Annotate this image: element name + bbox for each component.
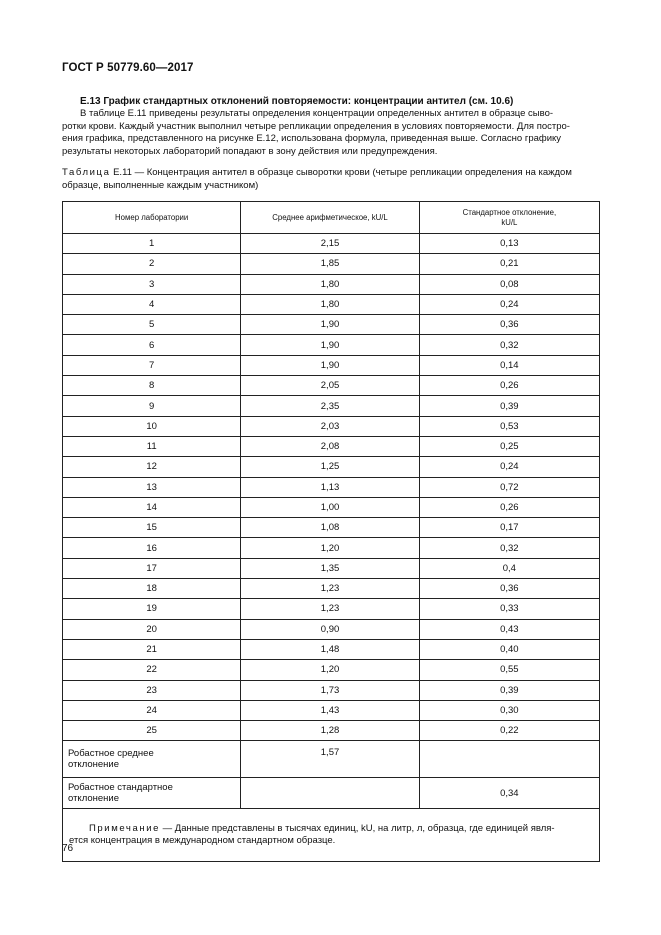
cell-lab: 4 [63, 294, 241, 314]
cell-lab: 9 [63, 396, 241, 416]
table-row [63, 619, 600, 639]
table-row [63, 700, 600, 720]
header-sd [419, 202, 599, 234]
robust-mean-label [63, 741, 241, 778]
robust-mean-value: 1,57 [241, 741, 419, 778]
intro-line: В таблице Е.11 приведены результаты определения концентрации определенных антител в образце сыво- [80, 108, 554, 119]
cell-lab: 24 [63, 700, 241, 720]
cell-mean: 2,05 [241, 376, 419, 396]
cell-sd: 0,13 [419, 234, 599, 254]
cell-mean: 0,90 [241, 619, 419, 639]
table-body [63, 234, 600, 862]
table-row [63, 457, 600, 477]
table-row [63, 558, 600, 578]
results-table [62, 201, 600, 862]
note-line-1 [69, 823, 593, 836]
note-cell [63, 809, 600, 862]
cell-mean: 2,15 [241, 234, 419, 254]
robust-sd-empty [241, 778, 419, 809]
cell-lab: 19 [63, 599, 241, 619]
table-row [63, 721, 600, 741]
cell-sd: 0,25 [419, 436, 599, 456]
cell-lab: 7 [63, 355, 241, 375]
cell-sd: 0,14 [419, 355, 599, 375]
cell-mean: 1,90 [241, 315, 419, 335]
cell-sd: 0,36 [419, 579, 599, 599]
cell-sd: 0,40 [419, 639, 599, 659]
table-row [63, 396, 600, 416]
cell-mean: 1,00 [241, 497, 419, 517]
cell-mean: 1,35 [241, 558, 419, 578]
cell-sd: 0,26 [419, 376, 599, 396]
cell-lab: 2 [63, 254, 241, 274]
section-title: E.13 График стандартных отклонений повторяемости: концентрации антител (см. 10.6) [80, 96, 514, 107]
cell-mean: 2,35 [241, 396, 419, 416]
cell-sd: 0,32 [419, 538, 599, 558]
table-row [63, 376, 600, 396]
cell-mean: 1,73 [241, 680, 419, 700]
robust-sd-label-1: Робастное стандартное [68, 782, 173, 794]
table-row [63, 436, 600, 456]
cell-mean: 1,85 [241, 254, 419, 274]
table-row [63, 234, 600, 254]
table-caption [62, 167, 602, 192]
cell-mean: 1,90 [241, 355, 419, 375]
caption-label: Таблица [62, 167, 111, 178]
cell-sd: 0,17 [419, 518, 599, 538]
note-label: Примечание [89, 822, 160, 834]
table-row [63, 294, 600, 314]
robust-mean-label-1: Робастное среднее [68, 748, 154, 760]
cell-mean: 1,23 [241, 579, 419, 599]
cell-lab: 5 [63, 315, 241, 335]
cell-mean: 1,80 [241, 294, 419, 314]
header-lab: Номер лаборатории [63, 202, 241, 234]
note-row [63, 809, 600, 862]
cell-lab: 23 [63, 680, 241, 700]
cell-lab: 25 [63, 721, 241, 741]
robust-sd-label-2: отклонение [68, 793, 119, 805]
robust-mean-row [63, 741, 600, 778]
intro-line: ения графика, представленного на рисунке Е.12, использована формула, приведенная выше. Согласно графику [62, 133, 562, 145]
page-number: 76 [62, 843, 74, 854]
cell-sd: 0,26 [419, 497, 599, 517]
cell-lab: 10 [63, 416, 241, 436]
document-id: ГОСТ Р 50779.60—2017 [62, 62, 194, 74]
cell-mean: 1,80 [241, 274, 419, 294]
cell-sd: 0,72 [419, 477, 599, 497]
cell-sd: 0,4 [419, 558, 599, 578]
robust-sd-row [63, 778, 600, 809]
cell-lab: 12 [63, 457, 241, 477]
robust-sd-label [63, 778, 241, 809]
caption-text-2: образце, выполненные каждым участником) [62, 179, 259, 191]
cell-sd: 0,24 [419, 457, 599, 477]
table-row [63, 315, 600, 335]
table-row [63, 477, 600, 497]
cell-mean: 1,90 [241, 335, 419, 355]
table-row [63, 599, 600, 619]
table-row [63, 518, 600, 538]
note-text-1: — Данные представлены в тысячах единиц, kU, на литр, л, образца, где единицей явля- [160, 822, 555, 834]
cell-sd: 0,39 [419, 396, 599, 416]
cell-mean: 1,23 [241, 599, 419, 619]
cell-sd: 0,24 [419, 294, 599, 314]
cell-lab: 15 [63, 518, 241, 538]
cell-lab: 21 [63, 639, 241, 659]
cell-sd: 0,21 [419, 254, 599, 274]
robust-mean-empty [419, 741, 599, 778]
cell-lab: 14 [63, 497, 241, 517]
cell-sd: 0,39 [419, 680, 599, 700]
cell-lab: 18 [63, 579, 241, 599]
cell-sd: 0,08 [419, 274, 599, 294]
cell-lab: 16 [63, 538, 241, 558]
cell-mean: 1,20 [241, 538, 419, 558]
table-row [63, 254, 600, 274]
header-sd-line1: Стандартное отклонение, [462, 207, 557, 217]
header-sd-line2: kU/L [501, 217, 518, 227]
cell-sd: 0,55 [419, 660, 599, 680]
table-row [63, 497, 600, 517]
cell-mean: 2,03 [241, 416, 419, 436]
cell-mean: 1,43 [241, 700, 419, 720]
caption-text: — Концентрация антител в образце сыворотки крови (четыре репликации определения на каждом [131, 167, 572, 178]
table-header-row [63, 202, 600, 234]
note-text-2: ется концентрация в международном стандартном образце. [69, 835, 336, 847]
robust-mean-label-2: отклонение [68, 759, 119, 771]
cell-mean: 2,08 [241, 436, 419, 456]
cell-lab: 13 [63, 477, 241, 497]
cell-lab: 3 [63, 274, 241, 294]
cell-lab: 8 [63, 376, 241, 396]
cell-mean: 1,08 [241, 518, 419, 538]
cell-mean: 1,48 [241, 639, 419, 659]
table-row [63, 274, 600, 294]
table-row [63, 355, 600, 375]
robust-sd-value: 0,34 [419, 778, 599, 809]
cell-mean: 1,25 [241, 457, 419, 477]
table-row [63, 335, 600, 355]
table-row [63, 579, 600, 599]
cell-lab: 6 [63, 335, 241, 355]
caption-number: E.11 [113, 167, 132, 178]
cell-sd: 0,36 [419, 315, 599, 335]
cell-lab: 11 [63, 436, 241, 456]
cell-sd: 0,53 [419, 416, 599, 436]
cell-lab: 22 [63, 660, 241, 680]
cell-sd: 0,33 [419, 599, 599, 619]
table-row [63, 538, 600, 558]
table-row [63, 416, 600, 436]
cell-mean: 1,28 [241, 721, 419, 741]
cell-mean: 1,13 [241, 477, 419, 497]
cell-lab: 20 [63, 619, 241, 639]
cell-sd: 0,30 [419, 700, 599, 720]
header-mean: Среднее арифметическое, kU/L [241, 202, 419, 234]
cell-mean: 1,20 [241, 660, 419, 680]
table-row [63, 639, 600, 659]
intro-line: ротки крови. Каждый участник выполнил четыре репликации определения в условиях повторяемости. Для постро- [62, 120, 570, 132]
cell-lab: 1 [63, 234, 241, 254]
cell-sd: 0,43 [419, 619, 599, 639]
intro-paragraph [62, 108, 598, 159]
cell-sd: 0,22 [419, 721, 599, 741]
table-row [63, 680, 600, 700]
table-row [63, 660, 600, 680]
intro-line: результаты некоторых лабораторий попадают в зону действия или предупреждения. [62, 146, 438, 158]
cell-lab: 17 [63, 558, 241, 578]
cell-sd: 0,32 [419, 335, 599, 355]
